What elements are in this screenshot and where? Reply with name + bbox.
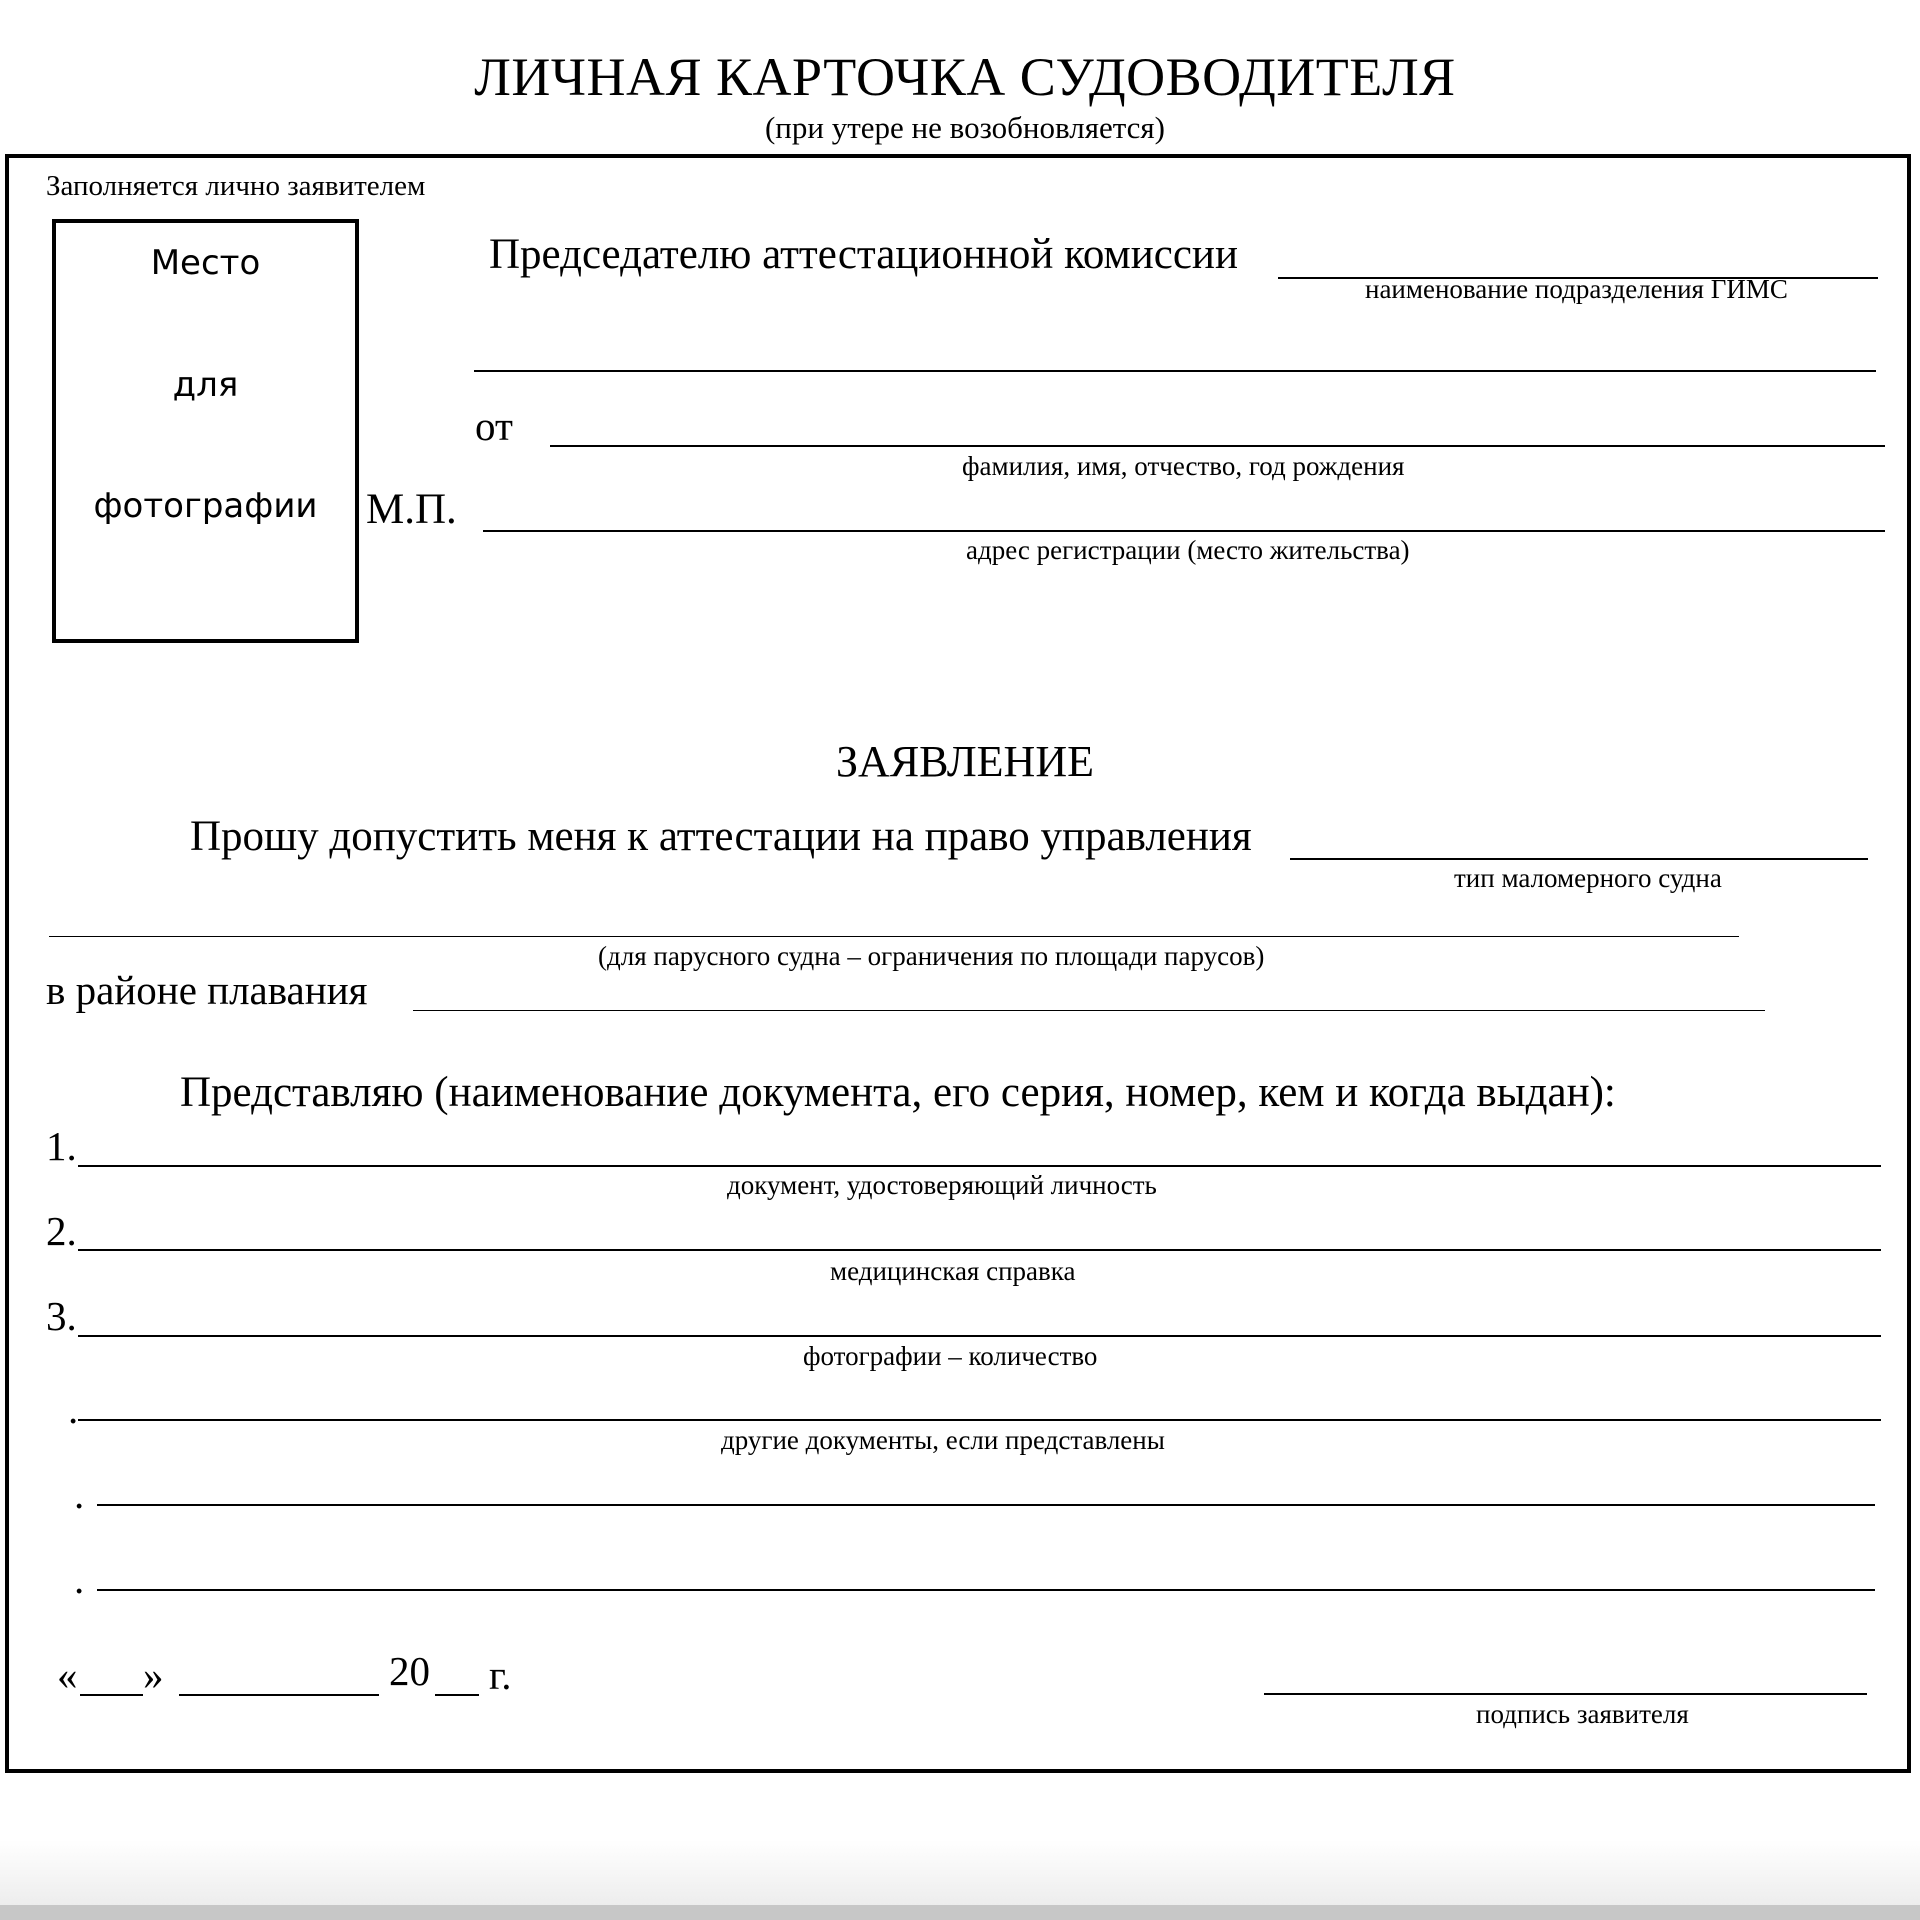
medical-certificate-field[interactable]: [78, 1249, 1881, 1251]
signature-caption: подпись заявителя: [1476, 1699, 1689, 1729]
gims-unit-caption: наименование подразделения ГИМС: [1365, 274, 1788, 304]
date-month-field[interactable]: [179, 1694, 379, 1696]
vessel-type-field[interactable]: [1290, 858, 1868, 860]
doc-item-number: 1.: [46, 1123, 77, 1169]
filled-by-applicant-note: Заполняется лично заявителем: [46, 170, 426, 202]
statement-heading: ЗАЯВЛЕНИЕ: [836, 737, 1094, 786]
applicant-name-field[interactable]: [550, 445, 1885, 447]
photos-count-field[interactable]: [78, 1335, 1881, 1337]
doc-item-number: .: [68, 1386, 79, 1432]
navigation-region-label: в районе плавания: [46, 967, 368, 1013]
date-year-prefix: 20: [389, 1648, 430, 1694]
sail-area-field[interactable]: [49, 936, 1739, 937]
date-quote-open: «: [57, 1652, 78, 1698]
other-documents-field[interactable]: [78, 1419, 1881, 1421]
photo-placeholder-box: [52, 219, 359, 643]
chairman-address-label: Председателю аттестационной комиссии: [489, 231, 1238, 278]
doc-item-number: 2.: [46, 1208, 77, 1254]
photo-box-line-2: для: [172, 365, 239, 405]
doc-item-number: .: [74, 1471, 85, 1517]
document-subtitle: (при утере не возобновляется): [764, 110, 1165, 145]
sail-area-caption: (для парусного судна – ограничения по площади парусов): [598, 941, 1265, 971]
from-label: от: [475, 403, 513, 449]
medical-certificate-caption: медицинская справка: [830, 1256, 1076, 1286]
photo-box-line-1: Место: [150, 243, 261, 283]
extra-document-field-1[interactable]: [97, 1504, 1875, 1506]
address-field[interactable]: [483, 530, 1885, 532]
document-title: ЛИЧНАЯ КАРТОЧКА СУДОВОДИТЕЛЯ: [474, 47, 1456, 107]
extra-document-field-2[interactable]: [97, 1589, 1875, 1591]
gims-unit-field-continued[interactable]: [474, 370, 1876, 372]
stamp-label: М.П.: [366, 486, 457, 533]
photos-count-caption: фотографии – количество: [803, 1341, 1098, 1371]
signature-field[interactable]: [1264, 1693, 1867, 1695]
doc-item-number: 3.: [46, 1293, 77, 1339]
date-year-suffix: г.: [489, 1652, 512, 1698]
identity-document-caption: документ, удостоверяющий личность: [727, 1170, 1157, 1200]
vessel-type-caption: тип маломерного судна: [1454, 863, 1722, 893]
identity-document-field[interactable]: [78, 1165, 1881, 1167]
date-day-field[interactable]: [80, 1694, 143, 1696]
navigation-region-field[interactable]: [413, 1010, 1765, 1011]
other-documents-caption: другие документы, если представлены: [721, 1425, 1165, 1455]
applicant-name-caption: фамилия, имя, отчество, год рождения: [962, 451, 1405, 481]
viewer-bottom-bar: [0, 1905, 1920, 1920]
address-caption: адрес регистрации (место жительства): [966, 535, 1410, 565]
documents-intro: Представляю (наименование документа, его серия, номер, кем и когда выдан):: [180, 1069, 1616, 1116]
date-quote-close: »: [143, 1652, 164, 1698]
doc-item-number: .: [74, 1556, 85, 1602]
photo-box-line-3: фотографии: [93, 486, 318, 526]
date-year-field[interactable]: [435, 1694, 479, 1696]
page-bottom-shade: [0, 1840, 1920, 1905]
request-text: Прошу допустить меня к аттестации на право управления: [190, 813, 1252, 860]
